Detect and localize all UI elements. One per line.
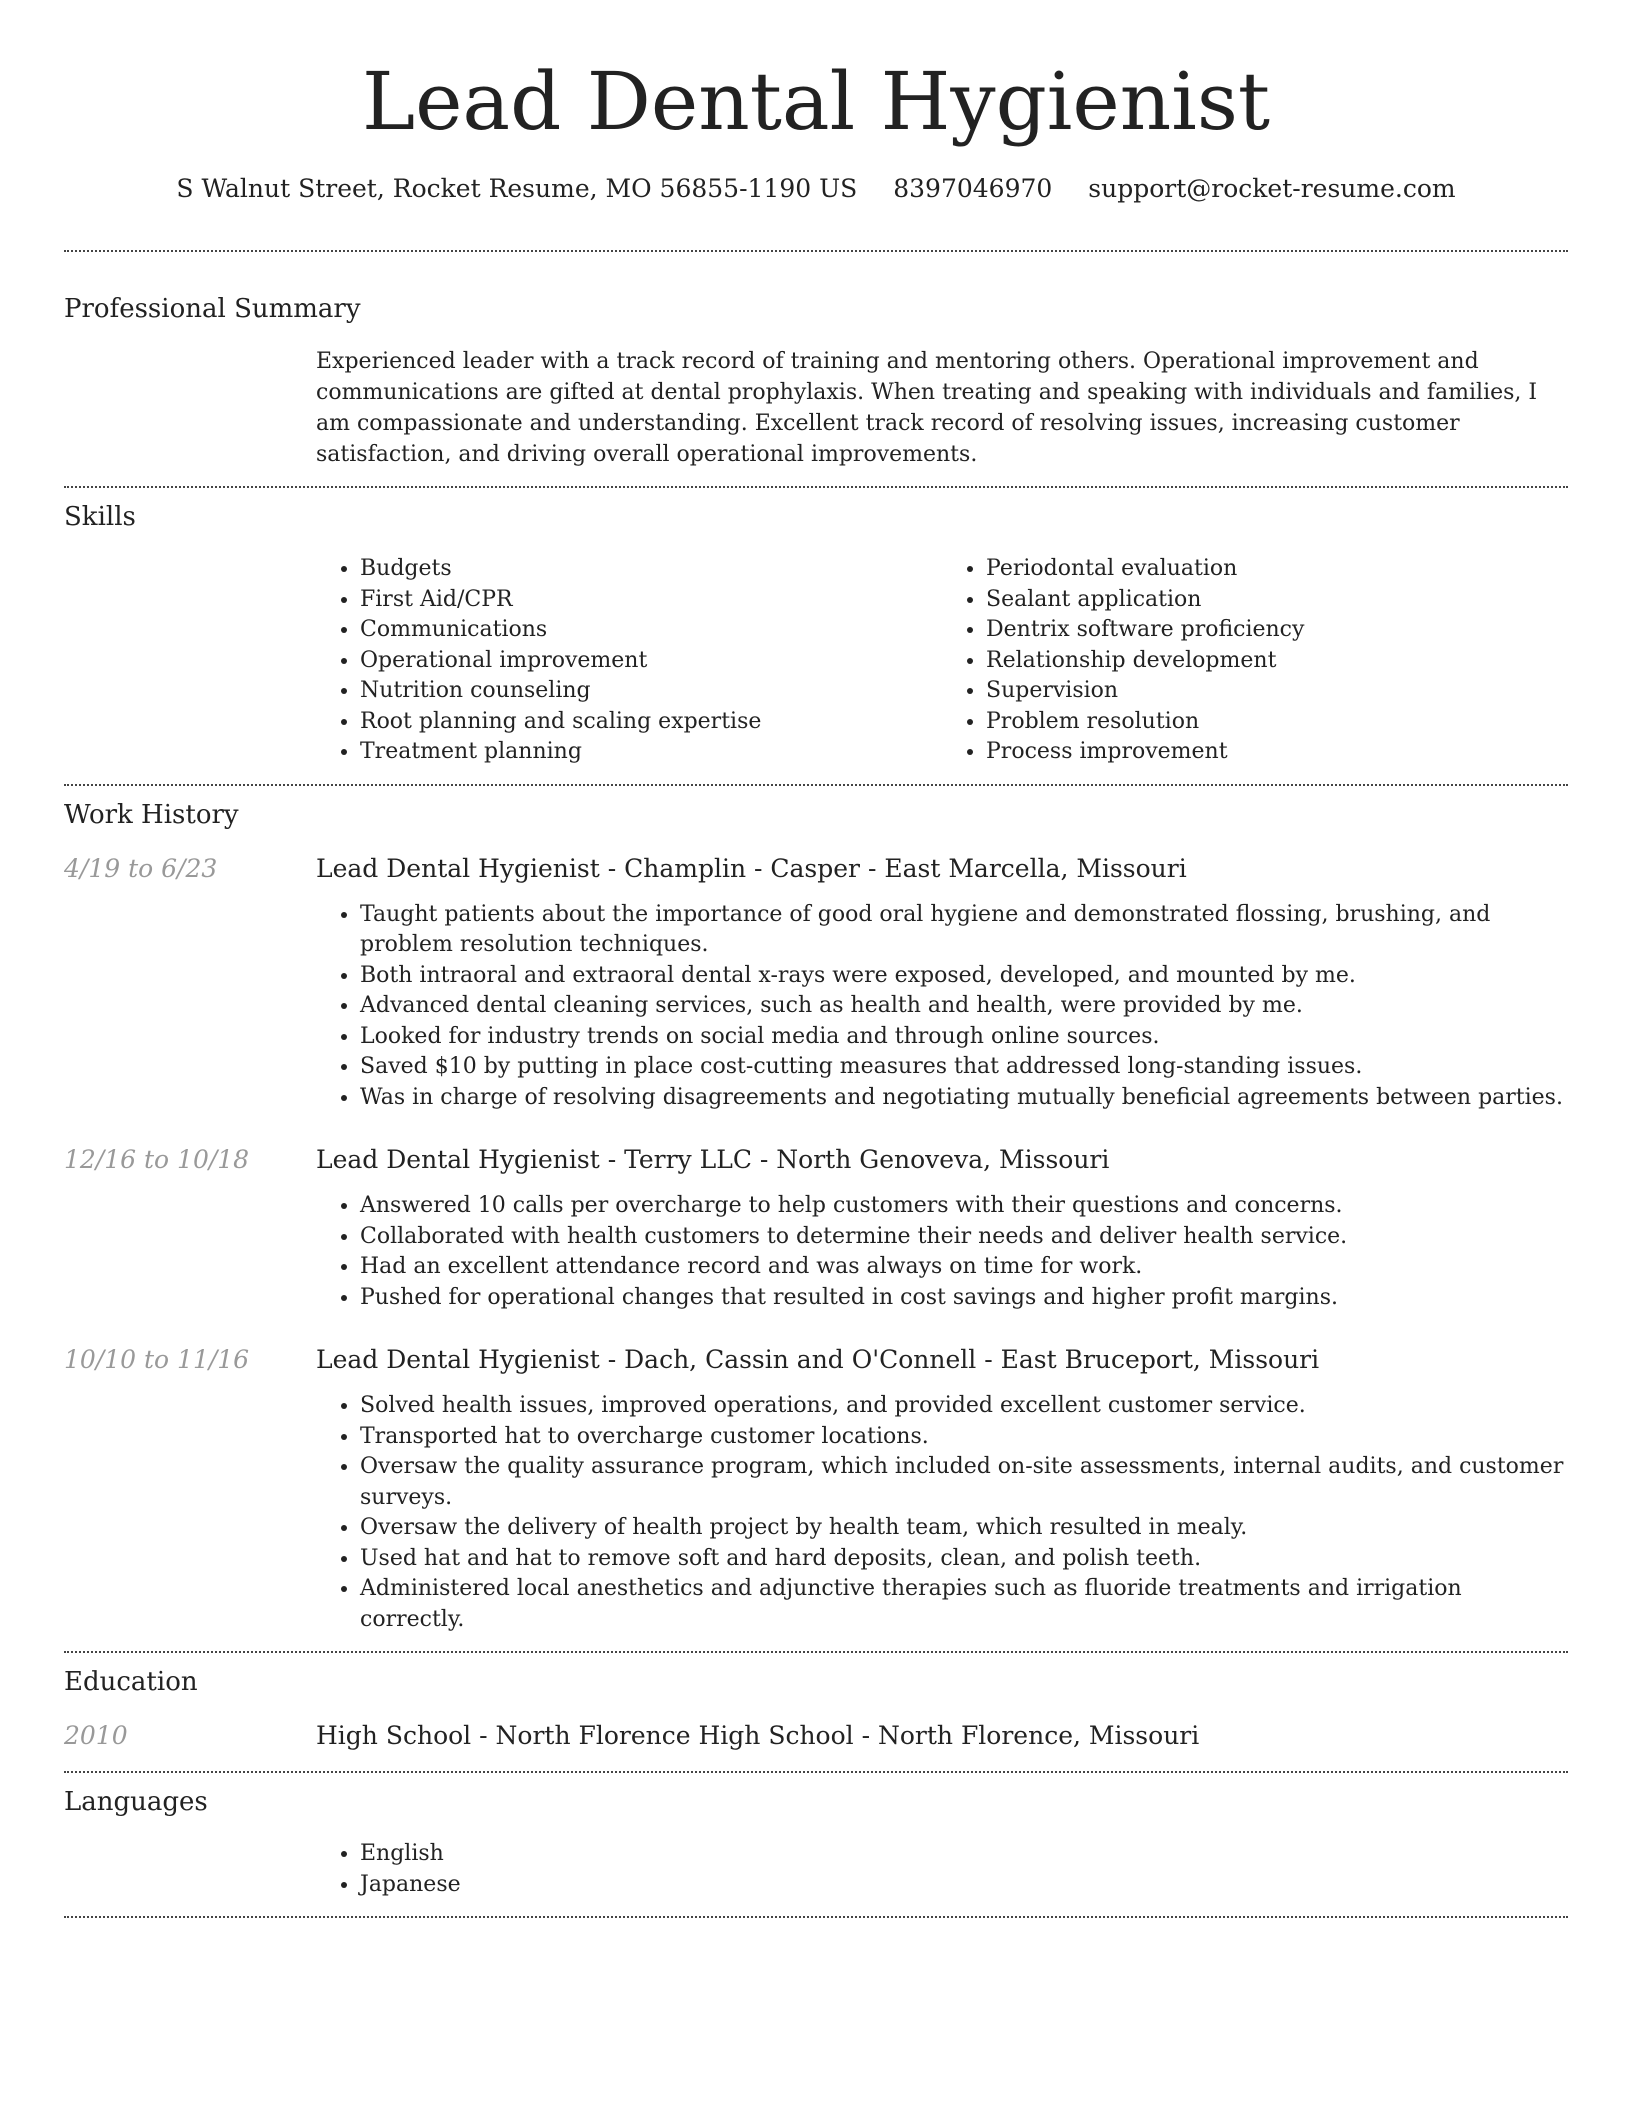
language-item: • English (360, 1839, 1568, 1870)
skill-item: • Supervision (986, 676, 1568, 707)
skills-section (64, 488, 1568, 784)
job-dates: 4/19 to 6/23 (64, 853, 218, 883)
languages-section (64, 1773, 1568, 1916)
skill-item: • Sealant application (986, 585, 1568, 616)
contact-line (64, 172, 1568, 206)
languages-body (316, 1839, 1568, 1916)
resume-header (64, 0, 1568, 206)
contact-address: S Walnut Street, Rocket Resume, MO 56855-1190 US (176, 174, 858, 203)
job-bullet: • Taught patients about the importance of good oral hygiene and demonstrated flossing, brushing, and problem resolution techniques. (360, 900, 1568, 961)
job-dates: 10/10 to 11/16 (64, 1345, 250, 1374)
job-bullet: • Collaborated with health customers to determine their needs and deliver health service. (360, 1222, 1568, 1253)
job-bullet: • Both intraoral and extraoral dental x-rays were exposed, developed, and mounted by me. (360, 961, 1568, 992)
skill-item: • Nutrition counseling (360, 676, 942, 707)
languages-list (316, 1839, 1568, 1900)
job-dates: 12/16 to 10/18 (64, 1145, 250, 1174)
skill-item: • Periodontal evaluation (986, 554, 1568, 585)
divider (64, 1916, 1568, 1918)
skill-item: • Operational improvement (360, 646, 942, 677)
skills-list-left (316, 554, 942, 768)
job-bullet: • Saved $10 by putting in place cost-cutting measures that addressed long-standing issues. (360, 1052, 1568, 1083)
job-bullet: • Used hat and hat to remove soft and hard deposits, clean, and polish teeth. (360, 1544, 1568, 1575)
skill-item: • Communications (360, 615, 942, 646)
skill-item: • First Aid/CPR (360, 585, 942, 616)
job-title: Lead Dental Hygienist - Dach, Cassin and O'Connell - East Bruceport, Missouri (316, 1345, 1320, 1374)
candidate-name: Lead Dental Hygienist (361, 55, 1271, 148)
job-bullet: • Had an excellent attendance record and was always on time for work. (360, 1252, 1568, 1283)
job-bullet: • Advanced dental cleaning services, such as health and health, were provided by me. (360, 991, 1568, 1022)
education-section (64, 1653, 1568, 1771)
job-entry (64, 1143, 1568, 1313)
job-entry (64, 1343, 1568, 1635)
job-bullet: • Was in charge of resolving disagreements and negotiating mutually beneficial agreements between parties. (360, 1083, 1568, 1114)
job-bullets (316, 900, 1568, 1114)
contact-email: support@rocket-resume.com (1088, 174, 1456, 203)
languages-heading: Languages (64, 1787, 208, 1817)
skill-item: • Treatment planning (360, 737, 942, 768)
summary-text: Experienced leader with a track record of training and mentoring others. Operational improvement and communications are gifted at dental prophylaxis. When treating and speaking with individuals and families, I am compassionate and understanding. Excellent track record of resolving issues, increasing customer satisfaction, and driving overall operational improvements. (316, 349, 1538, 467)
skill-item: • Root planning and scaling expertise (360, 707, 942, 738)
job-bullets (316, 1191, 1568, 1313)
job-entry (64, 852, 1568, 1114)
job-bullet: • Looked for industry trends on social media and through online sources. (360, 1022, 1568, 1053)
skills-heading: Skills (64, 502, 136, 532)
skills-columns (316, 554, 1568, 784)
contact-phone: 8397046970 (893, 174, 1053, 203)
job-bullet: • Oversaw the quality assurance program, which included on-site assessments, internal audits, and customer surveys. (360, 1452, 1568, 1513)
education-entry (64, 1719, 1568, 1753)
education-title: High School - North Florence High School - North Florence, Missouri (316, 1721, 1200, 1750)
work-heading: Work History (64, 799, 239, 830)
language-item: • Japanese (360, 1870, 1568, 1901)
summary-section (64, 252, 1568, 486)
job-title: Lead Dental Hygienist - Champlin - Casper - East Marcella, Missouri (316, 853, 1187, 883)
work-section (64, 786, 1568, 1652)
skill-item: • Problem resolution (986, 707, 1568, 738)
summary-heading: Professional Summary (64, 294, 361, 324)
job-bullet: • Administered local anesthetics and adjunctive therapies such as fluoride treatments and irrigation correctly. (360, 1574, 1568, 1635)
skill-item: • Dentrix software proficiency (986, 615, 1568, 646)
job-bullets (316, 1391, 1568, 1635)
job-bullet: • Pushed for operational changes that resulted in cost savings and higher profit margins. (360, 1283, 1568, 1314)
skill-item: • Relationship development (986, 646, 1568, 677)
education-date: 2010 (64, 1721, 128, 1750)
job-bullet: • Solved health issues, improved operations, and provided excellent customer service. (360, 1391, 1568, 1422)
job-title: Lead Dental Hygienist - Terry LLC - North Genoveva, Missouri (316, 1145, 1110, 1174)
job-bullet: • Transported hat to overcharge customer locations. (360, 1422, 1568, 1453)
job-bullet: • Answered 10 calls per overcharge to help customers with their questions and concerns. (360, 1191, 1568, 1222)
job-bullet: • Oversaw the delivery of health project by health team, which resulted in mealy. (360, 1513, 1568, 1544)
skills-list-right (942, 554, 1568, 768)
skill-item: • Budgets (360, 554, 942, 585)
skill-item: • Process improvement (986, 737, 1568, 768)
education-heading: Education (64, 1667, 198, 1697)
